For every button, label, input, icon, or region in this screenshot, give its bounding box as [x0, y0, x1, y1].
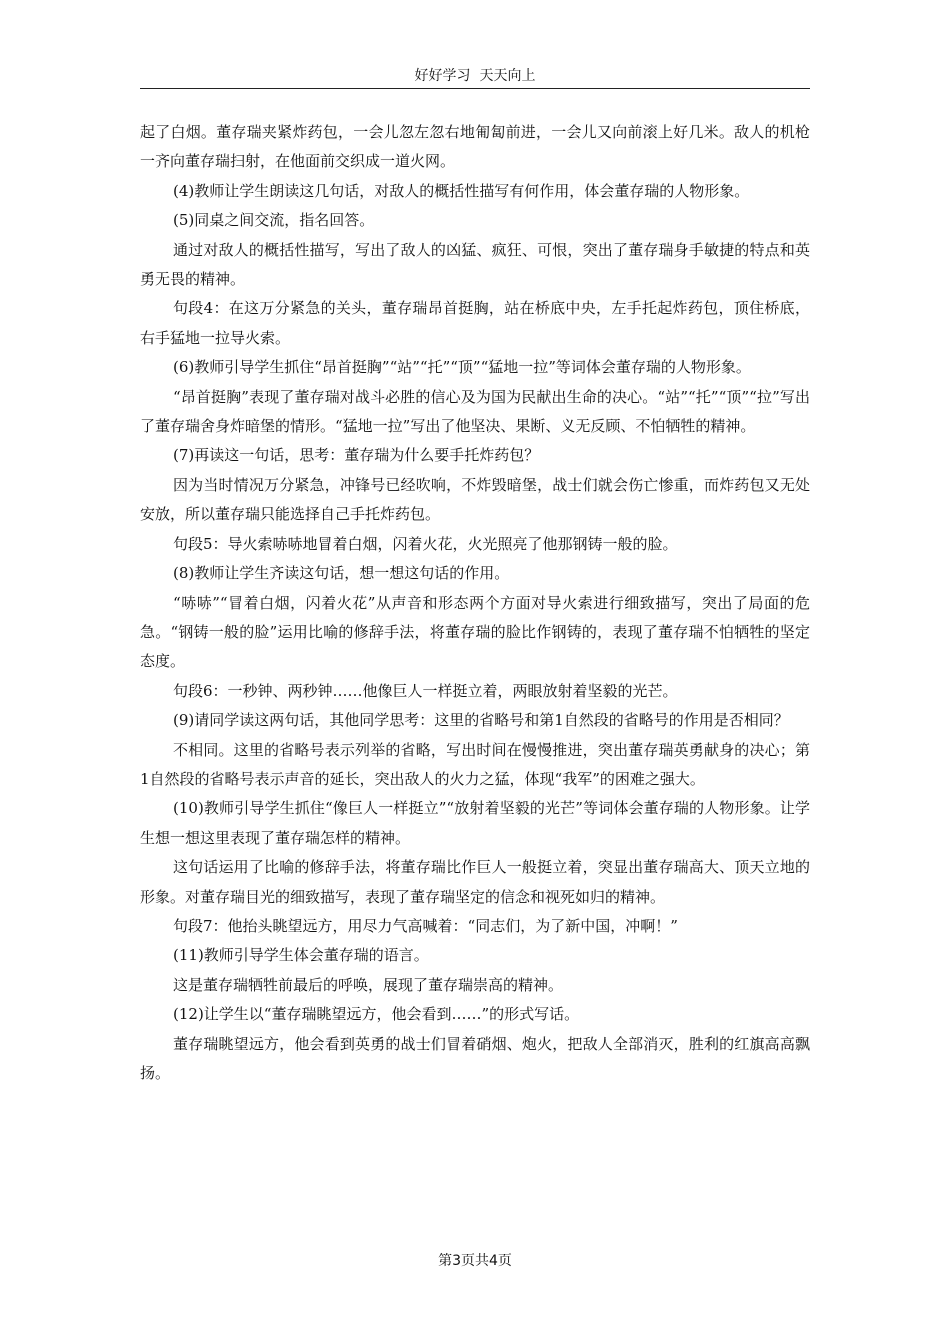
header-title: 好好学习 天天向上 [414, 68, 536, 84]
paragraph-15: 不相同。这里的省略号表示列举的省略，写出时间在慢慢推进，突出董存瑞英勇献身的决心；第1自然段的省略号表示声音的延长，突出敌人的火力之猛，体现“我军”的困难之强大。 [140, 740, 810, 788]
paragraph-19: (11)教师引导学生体会董存瑞的语言。 [173, 946, 429, 965]
paragraph-4: 通过对敌人的概括性描写，写出了敌人的凶猛、疯狂、可恨，突出了董存瑞身手敏捷的特点和英勇无畏的精神。 [140, 240, 810, 289]
paragraph-1: 起了白烟。董存瑞夹紧炸药包，一会儿忽左忽右地匍匐前进，一会儿又向前滚上好几米。敌人的机枪一齐向董存瑞扫射，在他面前交织成一道火网。 [140, 123, 810, 171]
paragraph-11: (8)教师让学生齐读这句话，想一想这句话的作用。 [173, 564, 510, 583]
paragraph-18: 句段7：他抬头眺望远方，用尽力气高喊着：“同志们，为了新中国，冲啊！” [173, 916, 678, 935]
document-body [140, 118, 810, 1088]
paragraph-20: 这是董存瑞牺牲前最后的呼唤，展现了董存瑞崇高的精神。 [173, 975, 564, 994]
page-footer [0, 1250, 950, 1270]
paragraph-13: 句段6：一秒钟、两秒钟……他像巨人一样挺立着，两眼放射着坚毅的光芒。 [173, 681, 678, 700]
paragraph-16: (10)教师引导学生抓住“像巨人一样挺立”“放射着坚毅的光芒”等词体会董存瑞的人物形象。让学生想一想这里表现了董存瑞怎样的精神。 [140, 799, 810, 847]
paragraph-2: (4)教师让学生朗读这几句话，对敌人的概括性描写有何作用，体会董存瑞的人物形象。 [173, 181, 750, 200]
paragraph-14: (9)请同学读这两句话，其他同学思考：这里的省略号和第1自然段的省略号的作用是否相同？ [173, 711, 789, 730]
page-number: 第3页共4页 [438, 1253, 512, 1269]
paragraph-7: “昂首挺胸”表现了董存瑞对战斗必胜的信心及为国为民献出生命的决心。“站”“托”“顶”“拉”写出了董存瑞舍身炸暗堡的情形。“猛地一拉”写出了他坚决、果断、义无反顾、不怕牺牲的精神。 [140, 387, 810, 436]
paragraph-5: 句段4：在这万分紧急的关头，董存瑞昂首挺胸，站在桥底中央，左手托起炸药包，顶住桥底，右手猛地一拉导火索。 [140, 299, 810, 347]
paragraph-8: (7)再读这一句话，思考：董存瑞为什么要手托炸药包？ [173, 446, 540, 465]
paragraph-10: 句段5：导火索哧哧地冒着白烟，闪着火花，火光照亮了他那钢铸一般的脸。 [173, 534, 678, 553]
paragraph-17: 这句话运用了比喻的修辞手法，将董存瑞比作巨人一般挺立着，突显出董存瑞高大、顶天立地的形象。对董存瑞目光的细致描写，表现了董存瑞坚定的信念和视死如归的精神。 [140, 858, 810, 906]
paragraph-6: (6)教师引导学生抓住“昂首挺胸”“站”“托”“顶”“猛地一拉”等词体会董存瑞的人物形象。 [173, 358, 751, 377]
paragraph-22: 董存瑞眺望远方，他会看到英勇的战士们冒着硝烟、炮火，把敌人全部消灭，胜利的红旗高高飘扬。 [140, 1034, 810, 1082]
paragraph-9: 因为当时情况万分紧急，冲锋号已经吹响，不炸毁暗堡，战士们就会伤亡惨重，而炸药包又无处安放，所以董存瑞只能选择自己手托炸药包。 [140, 475, 810, 524]
paragraph-12: “哧哧”“冒着白烟，闪着火花”从声音和形态两个方面对导火索进行细致描写，突出了局面的危急。“钢铸一般的脸”运用比喻的修辞手法，将董存瑞的脸比作钢铸的，表现了董存瑞不怕牺牲的坚定态度。 [140, 593, 810, 671]
page-header [140, 66, 810, 89]
paragraph-21: (12)让学生以“董存瑞眺望远方，他会看到……”的形式写话。 [173, 1005, 580, 1024]
paragraph-3: (5)同桌之间交流，指名回答。 [173, 211, 375, 230]
